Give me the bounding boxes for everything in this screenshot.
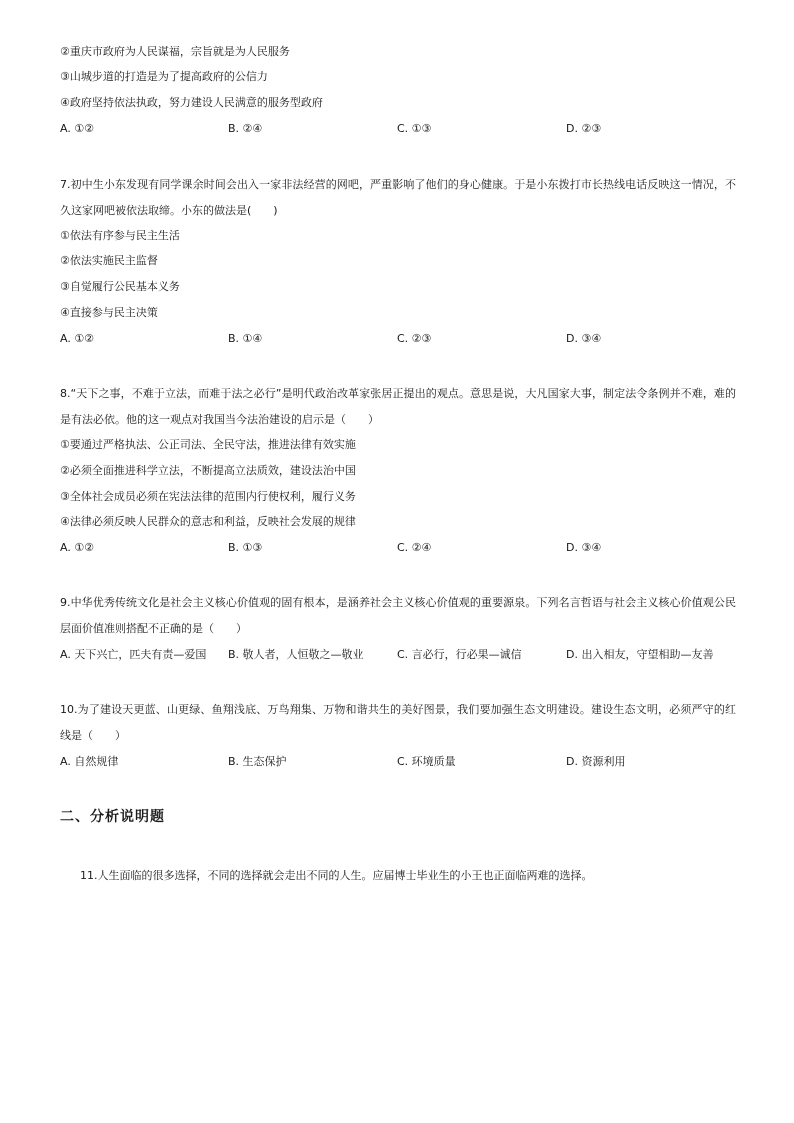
q6-item-2: ②重庆市政府为人民谋福，宗旨就是为人民服务 <box>60 45 290 58</box>
q9-option-d: D. 出入相友，守望相助—友善 <box>566 648 714 661</box>
q6-option-d: D. ②③ <box>566 122 602 135</box>
q7-option-b: B. ①④ <box>228 332 263 345</box>
q8-item-3: ③全体社会成员必须在宪法法律的范围内行使权利，履行义务 <box>60 490 356 503</box>
q8-item-2: ②必须全面推进科学立法，不断提高立法质效，建设法治中国 <box>60 464 356 477</box>
q10-option-b: B. 生态保护 <box>228 755 287 768</box>
q10-options <box>60 755 740 769</box>
q7-option-a: A. ①② <box>60 332 95 345</box>
q8-options <box>60 541 740 555</box>
section-title: 二、分析说明题 <box>60 809 165 825</box>
q10-option-c: C. 环境质量 <box>397 755 456 768</box>
q8-option-c: C. ②④ <box>397 541 432 554</box>
q7-item-4: ④直接参与民主决策 <box>60 306 158 319</box>
q11-stem: 11.人生面临的很多选择，不同的选择就会走出不同的人生。应届博士毕业生的小王也正面临两难的选择。 <box>80 869 593 882</box>
q10-option-d: D. 资源利用 <box>566 755 626 768</box>
q8-option-b: B. ①③ <box>228 541 263 554</box>
q9-option-c: C. 言必行，行必果—诚信 <box>397 648 522 661</box>
q7-option-c: C. ②③ <box>397 332 432 345</box>
q8-item-4: ④法律必须反映人民群众的意志和利益，反映社会发展的规律 <box>60 515 356 528</box>
q7-options <box>60 332 740 346</box>
q8-stem: 8.“天下之事，不难于立法，而难于法之必行”是明代政治改革家张居正提出的观点。意思是说，大凡国家大事，制定法令条例并不难，难的是有法必依。他的这一观点对我国当今法治建设的启示是（ ） <box>60 387 736 426</box>
q7-item-2: ②依法实施民主监督 <box>60 254 158 267</box>
q8-option-d: D. ③④ <box>566 541 602 554</box>
q7-stem: 7.初中生小东发现有同学课余时间会出入一家非法经营的网吧，严重影响了他们的身心健康。于是小东拨打市长热线电话反映这一情况，不久这家网吧被依法取缔。小东的做法是( ) <box>60 178 736 217</box>
q6-item-3: ③山城步道的打造是为了提高政府的公信力 <box>60 70 268 83</box>
q6-option-c: C. ①③ <box>397 122 432 135</box>
q10-stem: 10.为了建设天更蓝、山更绿、鱼翔浅底、万鸟翔集、万物和谐共生的美好图景，我们要加强生态文明建设。建设生态文明，必须严守的红线是（ ） <box>60 703 736 742</box>
q7-option-d: D. ③④ <box>566 332 602 345</box>
q9-option-b: B. 敬人者，人恒敬之—敬业 <box>228 648 364 661</box>
q6-options <box>60 122 740 136</box>
q6-option-b: B. ②④ <box>228 122 263 135</box>
q8-item-1: ①要通过严格执法、公正司法、全民守法，推进法律有效实施 <box>60 438 356 451</box>
q7-item-3: ③自觉履行公民基本义务 <box>60 280 180 293</box>
q7-item-1: ①依法有序参与民主生活 <box>60 229 180 242</box>
q6-option-a: A. ①② <box>60 122 95 135</box>
q10-option-a: A. 自然规律 <box>60 755 119 768</box>
q9-options <box>60 648 740 662</box>
q9-stem: 9.中华优秀传统文化是社会主义核心价值观的固有根本，是涵养社会主义核心价值观的重要源泉。下列名言哲语与社会主义核心价值观公民层面价值准则搭配不正确的是（ ） <box>60 596 736 635</box>
q9-option-a: A. 天下兴亡，匹夫有责—爱国 <box>60 648 207 661</box>
q8-option-a: A. ①② <box>60 541 95 554</box>
q6-item-4: ④政府坚持依法执政，努力建设人民满意的服务型政府 <box>60 96 323 109</box>
